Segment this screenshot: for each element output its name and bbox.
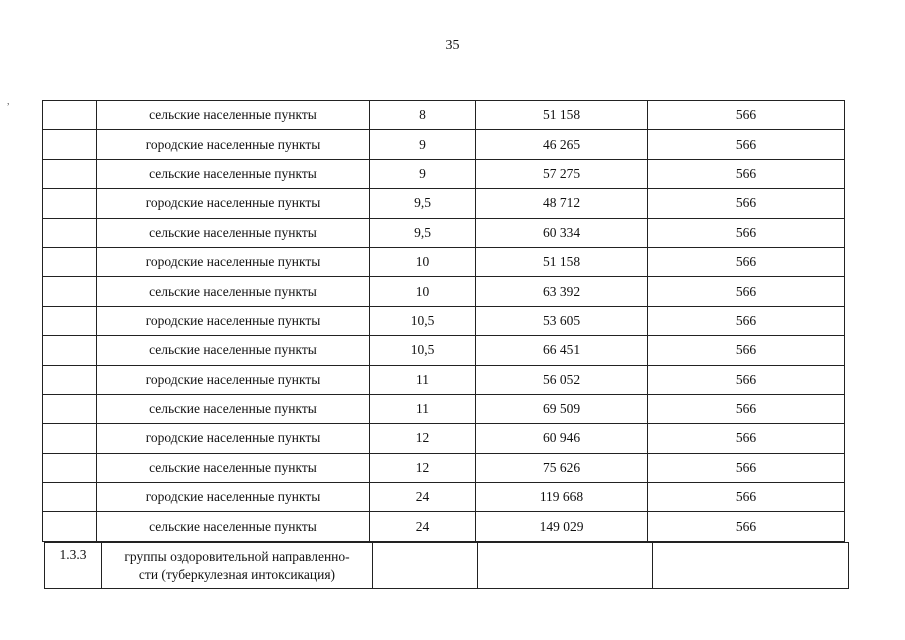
row-code-cell: 566 (648, 483, 845, 512)
row-name-cell: городские населенные пункты (97, 130, 370, 159)
row-number-cell (43, 218, 97, 247)
row-coef-cell: 24 (370, 483, 476, 512)
row-name-cell: сельские населенные пункты (97, 453, 370, 482)
row-amount-cell: 56 052 (476, 365, 648, 394)
row-number-cell (43, 189, 97, 218)
row-number-cell (43, 336, 97, 365)
row-code-cell: 566 (648, 306, 845, 335)
row-coef-cell: 10,5 (370, 336, 476, 365)
row-amount-cell: 69 509 (476, 394, 648, 423)
table-row (43, 336, 845, 365)
row-amount-cell: 63 392 (476, 277, 648, 306)
row-coef-cell: 9,5 (370, 189, 476, 218)
row-name-cell: городские населенные пункты (97, 247, 370, 276)
row-number-cell (43, 453, 97, 482)
row-code-cell: 566 (648, 394, 845, 423)
row-amount-cell: 57 275 (476, 159, 648, 188)
section-title (102, 543, 373, 589)
table-row (43, 424, 845, 453)
section-code-cell (653, 543, 849, 589)
table-row (43, 394, 845, 423)
row-coef-cell: 8 (370, 101, 476, 130)
section-coef-cell (373, 543, 478, 589)
row-coef-cell: 9,5 (370, 218, 476, 247)
row-name-cell: городские населенные пункты (97, 483, 370, 512)
row-number-cell (43, 394, 97, 423)
section-table (44, 542, 849, 589)
table-row (43, 277, 845, 306)
row-number-cell (43, 483, 97, 512)
row-amount-cell: 53 605 (476, 306, 648, 335)
row-code-cell: 566 (648, 159, 845, 188)
table-row (43, 218, 845, 247)
row-name-cell: сельские населенные пункты (97, 101, 370, 130)
row-code-cell: 566 (648, 512, 845, 541)
margin-mark: , (7, 96, 10, 107)
table-row (43, 306, 845, 335)
row-amount-cell: 60 334 (476, 218, 648, 247)
table-row (43, 365, 845, 394)
row-name-cell: сельские населенные пункты (97, 394, 370, 423)
row-code-cell: 566 (648, 101, 845, 130)
row-name-cell: городские населенные пункты (97, 424, 370, 453)
row-name-cell: сельские населенные пункты (97, 512, 370, 541)
row-coef-cell: 10,5 (370, 306, 476, 335)
row-code-cell: 566 (648, 247, 845, 276)
table-row (43, 101, 845, 130)
table-row (43, 159, 845, 188)
row-name-cell: городские населенные пункты (97, 306, 370, 335)
row-amount-cell: 66 451 (476, 336, 648, 365)
row-coef-cell: 10 (370, 247, 476, 276)
row-name-cell: городские населенные пункты (97, 365, 370, 394)
table-row (43, 453, 845, 482)
row-code-cell: 566 (648, 130, 845, 159)
row-number-cell (43, 277, 97, 306)
section-title-line1: группы оздоровительной направленно- (124, 548, 350, 564)
row-number-cell (43, 306, 97, 335)
row-code-cell: 566 (648, 336, 845, 365)
section-title-line2: сти (туберкулезная интоксикация) (138, 566, 336, 582)
table-row (43, 512, 845, 541)
row-name-cell: городские населенные пункты (97, 189, 370, 218)
row-amount-cell: 60 946 (476, 424, 648, 453)
row-coef-cell: 11 (370, 365, 476, 394)
row-coef-cell: 10 (370, 277, 476, 306)
row-coef-cell: 12 (370, 453, 476, 482)
row-coef-cell: 11 (370, 394, 476, 423)
row-number-cell (43, 424, 97, 453)
row-coef-cell: 24 (370, 512, 476, 541)
row-amount-cell: 75 626 (476, 453, 648, 482)
tariff-table-body (43, 101, 845, 542)
row-code-cell: 566 (648, 189, 845, 218)
row-number-cell (43, 512, 97, 541)
row-name-cell: сельские населенные пункты (97, 336, 370, 365)
row-name-cell: сельские населенные пункты (97, 218, 370, 247)
row-amount-cell: 149 029 (476, 512, 648, 541)
row-amount-cell: 46 265 (476, 130, 648, 159)
row-code-cell: 566 (648, 277, 845, 306)
table-row (43, 247, 845, 276)
table-row (43, 130, 845, 159)
row-coef-cell: 9 (370, 130, 476, 159)
row-coef-cell: 9 (370, 159, 476, 188)
row-amount-cell: 51 158 (476, 101, 648, 130)
row-number-cell (43, 101, 97, 130)
tariff-table (42, 100, 845, 542)
row-name-cell: сельские населенные пункты (97, 277, 370, 306)
section-amount-cell (478, 543, 653, 589)
row-code-cell: 566 (648, 365, 845, 394)
section-row (45, 543, 849, 589)
row-number-cell (43, 247, 97, 276)
row-amount-cell: 48 712 (476, 189, 648, 218)
table-row (43, 189, 845, 218)
section-number: 1.3.3 (45, 543, 102, 589)
row-number-cell (43, 365, 97, 394)
page-number: 35 (445, 38, 460, 53)
row-name-cell: сельские населенные пункты (97, 159, 370, 188)
row-coef-cell: 12 (370, 424, 476, 453)
row-amount-cell: 51 158 (476, 247, 648, 276)
row-code-cell: 566 (648, 218, 845, 247)
row-number-cell (43, 130, 97, 159)
row-code-cell: 566 (648, 453, 845, 482)
row-amount-cell: 119 668 (476, 483, 648, 512)
row-number-cell (43, 159, 97, 188)
table-row (43, 483, 845, 512)
row-code-cell: 566 (648, 424, 845, 453)
